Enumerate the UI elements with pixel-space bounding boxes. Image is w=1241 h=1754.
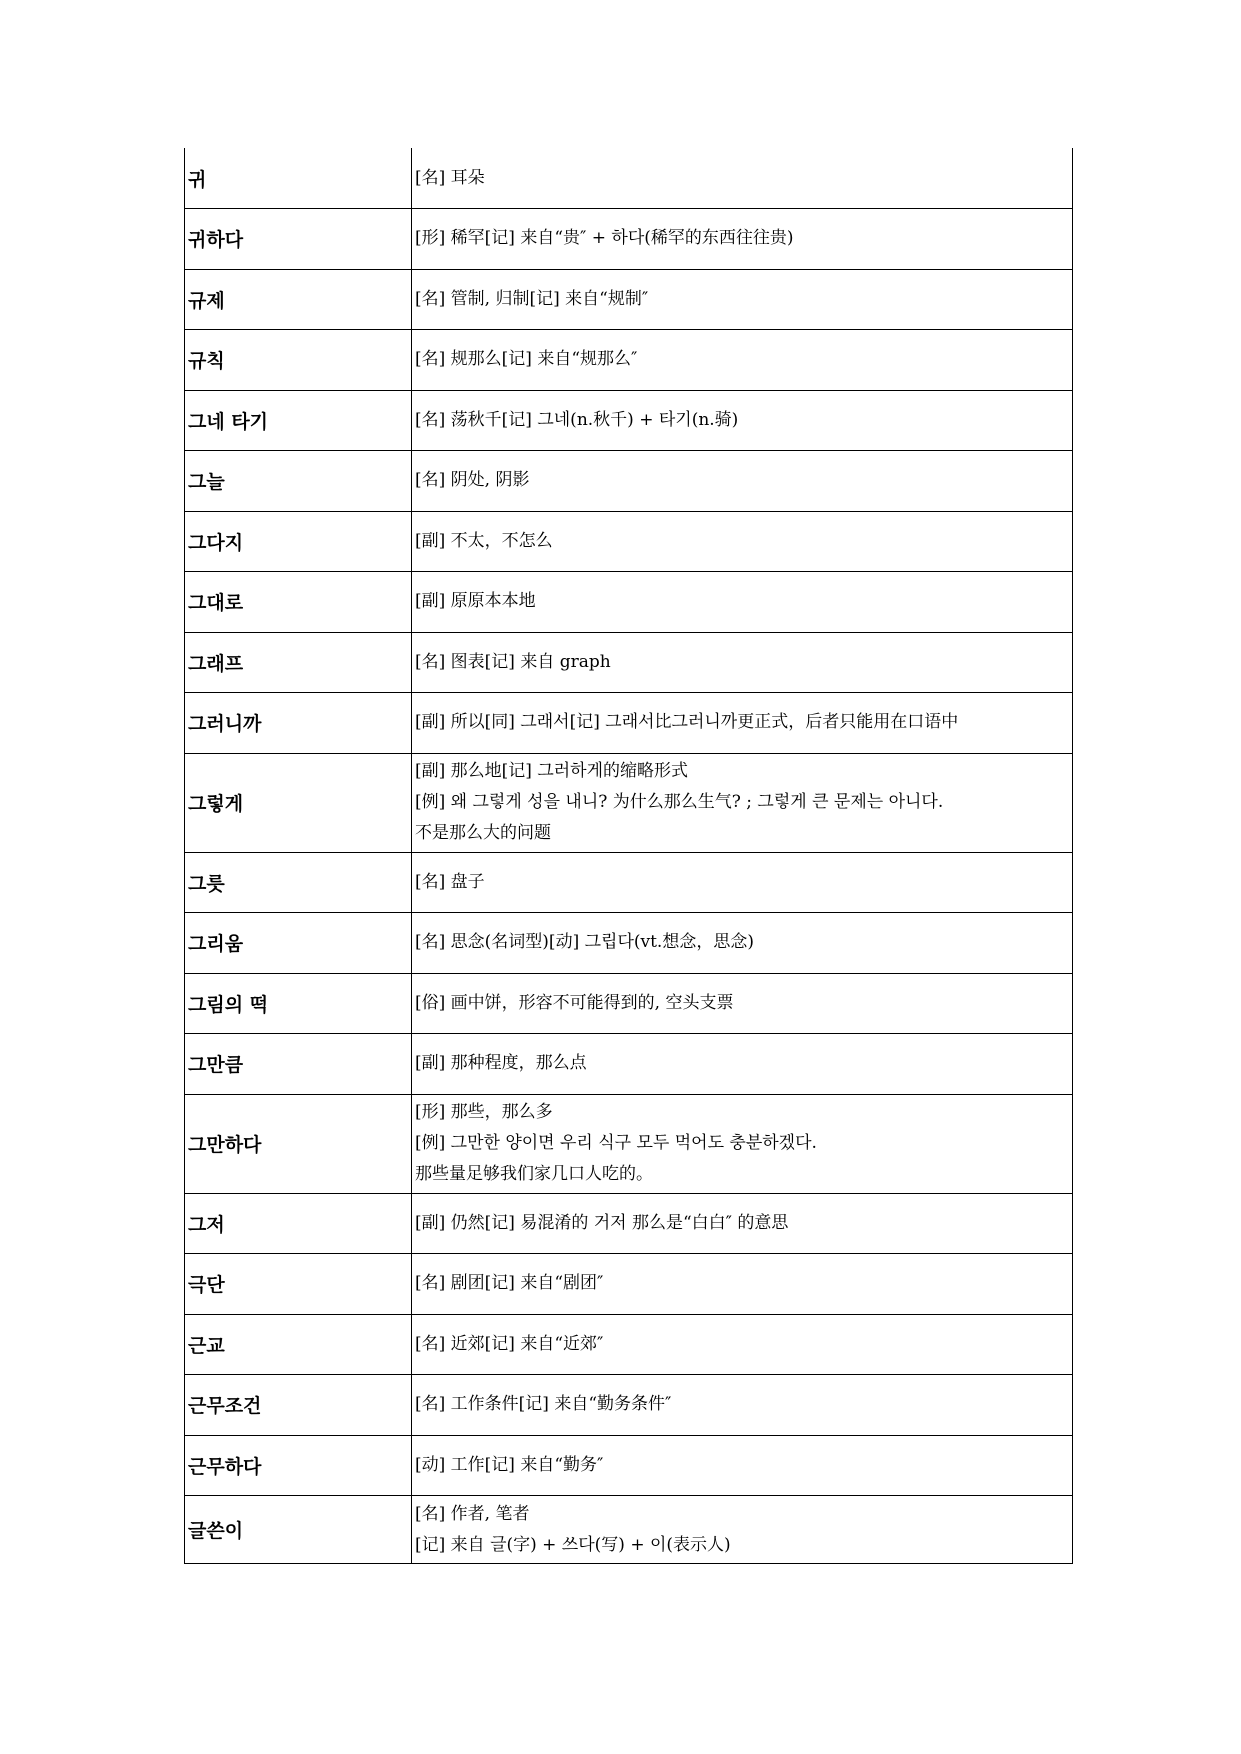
definition-line: [副] 所以[同] 그래서[记] 그래서比그러니까更正式，后者只能用在口语中 — [415, 712, 959, 733]
entry-definition — [412, 973, 1073, 1034]
table-row — [185, 511, 1073, 572]
definition-line: [名] 剧团[记] 来自“剧团″ — [415, 1273, 604, 1294]
entry-definition — [412, 572, 1073, 633]
table-row — [185, 973, 1073, 1034]
example-line: [例] 왜 그렇게 성을 내니? 为什么那么生气? ; 그렇게 큰 문제는 아니다. — [415, 792, 944, 812]
table-row — [185, 852, 1073, 913]
vocabulary-table-body — [185, 148, 1073, 1564]
entry-word: 그저 — [185, 1193, 412, 1254]
table-row — [185, 451, 1073, 512]
example-line: [例] 그만한 양이면 우리 식구 모두 먹어도 충분하겠다. — [415, 1133, 817, 1153]
table-row — [185, 1375, 1073, 1436]
entry-word: 근교 — [185, 1314, 412, 1375]
table-row — [185, 209, 1073, 270]
definition-line: [名] 荡秋千[记] 그네(n.秋千) + 타기(n.骑) — [415, 409, 739, 430]
entry-word: 그릇 — [185, 852, 412, 913]
entry-definition — [412, 913, 1073, 974]
entry-definition — [412, 1193, 1073, 1254]
definition-line: [副] 不太，不怎么 — [415, 530, 553, 551]
entry-word: 그림의 떡 — [185, 973, 412, 1034]
table-row — [185, 148, 1073, 209]
definition-line: [名] 盘子 — [415, 871, 485, 892]
table-row — [185, 1034, 1073, 1095]
entry-word: 귀하다 — [185, 209, 412, 270]
table-row — [185, 390, 1073, 451]
entry-word: 그네 타기 — [185, 390, 412, 451]
vocabulary-table — [184, 148, 1073, 1564]
entry-word: 규제 — [185, 269, 412, 330]
table-row — [185, 1314, 1073, 1375]
table-row — [185, 330, 1073, 391]
entry-word: 그러니까 — [185, 693, 412, 754]
entry-definition — [412, 753, 1073, 852]
table-row — [185, 1496, 1073, 1564]
example-translation-line: 那些量足够我们家几口人吃的。 — [415, 1164, 653, 1184]
entry-word: 그렇게 — [185, 753, 412, 852]
table-row — [185, 693, 1073, 754]
entry-definition — [412, 1375, 1073, 1436]
entry-definition — [412, 390, 1073, 451]
entry-word: 귀 — [185, 148, 412, 209]
definition-line: [形] 稀罕[记] 来自“贵″ + 하다(稀罕的东西往往贵) — [415, 228, 794, 249]
entry-word: 극단 — [185, 1254, 412, 1315]
definition-line: [名] 思念(名词型)[动] 그립다(vt.想念，思念) — [415, 932, 754, 953]
table-row — [185, 1094, 1073, 1193]
entry-word: 그리움 — [185, 913, 412, 974]
definition-line: [名] 耳朵 — [415, 167, 485, 188]
table-row — [185, 269, 1073, 330]
definition-line: [名] 阴处, 阴影 — [415, 470, 530, 491]
entry-definition — [412, 148, 1073, 209]
entry-definition — [412, 632, 1073, 693]
table-row — [185, 1254, 1073, 1315]
entry-word: 그다지 — [185, 511, 412, 572]
definition-line: [副] 那种程度，那么点 — [415, 1053, 587, 1074]
entry-word: 글쓴이 — [185, 1496, 412, 1564]
entry-definition — [412, 1254, 1073, 1315]
entry-definition — [412, 209, 1073, 270]
definition-line: [副] 仍然[记] 易混淆的 거저 那么是“白白″ 的意思 — [415, 1212, 789, 1233]
definition-line: [名] 工作条件[记] 来自“勤务条件″ — [415, 1394, 672, 1415]
definition-line: [副] 那么地[记] 그러하게的缩略形式 — [415, 761, 689, 781]
entry-definition — [412, 693, 1073, 754]
entry-definition — [412, 1496, 1073, 1564]
entry-definition — [412, 330, 1073, 391]
entry-word: 그래프 — [185, 632, 412, 693]
definition-line: [名] 图表[记] 来自 graph — [415, 651, 611, 672]
table-row — [185, 572, 1073, 633]
entry-word: 그늘 — [185, 451, 412, 512]
entry-word: 그대로 — [185, 572, 412, 633]
mnemonic-line: [记] 来自 글(字) + 쓰다(写) + 이(表示人) — [415, 1534, 731, 1555]
entry-definition — [412, 1034, 1073, 1095]
table-row — [185, 1435, 1073, 1496]
definition-line: [名] 管制, 归制[记] 来自“规制″ — [415, 288, 649, 309]
definition-line: [名] 近郊[记] 来自“近郊″ — [415, 1333, 604, 1354]
entry-word: 근무하다 — [185, 1435, 412, 1496]
example-translation-line: 不是那么大的问题 — [415, 823, 551, 843]
entry-definition — [412, 1435, 1073, 1496]
entry-definition — [412, 511, 1073, 572]
definition-line: [副] 原原本本地 — [415, 591, 536, 612]
entry-word: 규칙 — [185, 330, 412, 391]
entry-definition — [412, 1314, 1073, 1375]
table-row — [185, 753, 1073, 852]
definition-line: [俗] 画中饼，形容不可能得到的, 空头支票 — [415, 992, 734, 1013]
definition-line: [形] 那些，那么多 — [415, 1102, 553, 1122]
entry-definition — [412, 451, 1073, 512]
table-row — [185, 913, 1073, 974]
entry-definition — [412, 852, 1073, 913]
entry-word: 근무조건 — [185, 1375, 412, 1436]
definition-line: [动] 工作[记] 来自“勤务″ — [415, 1454, 604, 1475]
entry-definition — [412, 1094, 1073, 1193]
entry-word: 그만큼 — [185, 1034, 412, 1095]
entry-word: 그만하다 — [185, 1094, 412, 1193]
definition-line: [名] 作者, 笔者 — [415, 1503, 530, 1524]
table-row — [185, 1193, 1073, 1254]
table-row — [185, 632, 1073, 693]
entry-definition — [412, 269, 1073, 330]
definition-line: [名] 规那么[记] 来自“规那么″ — [415, 349, 638, 370]
